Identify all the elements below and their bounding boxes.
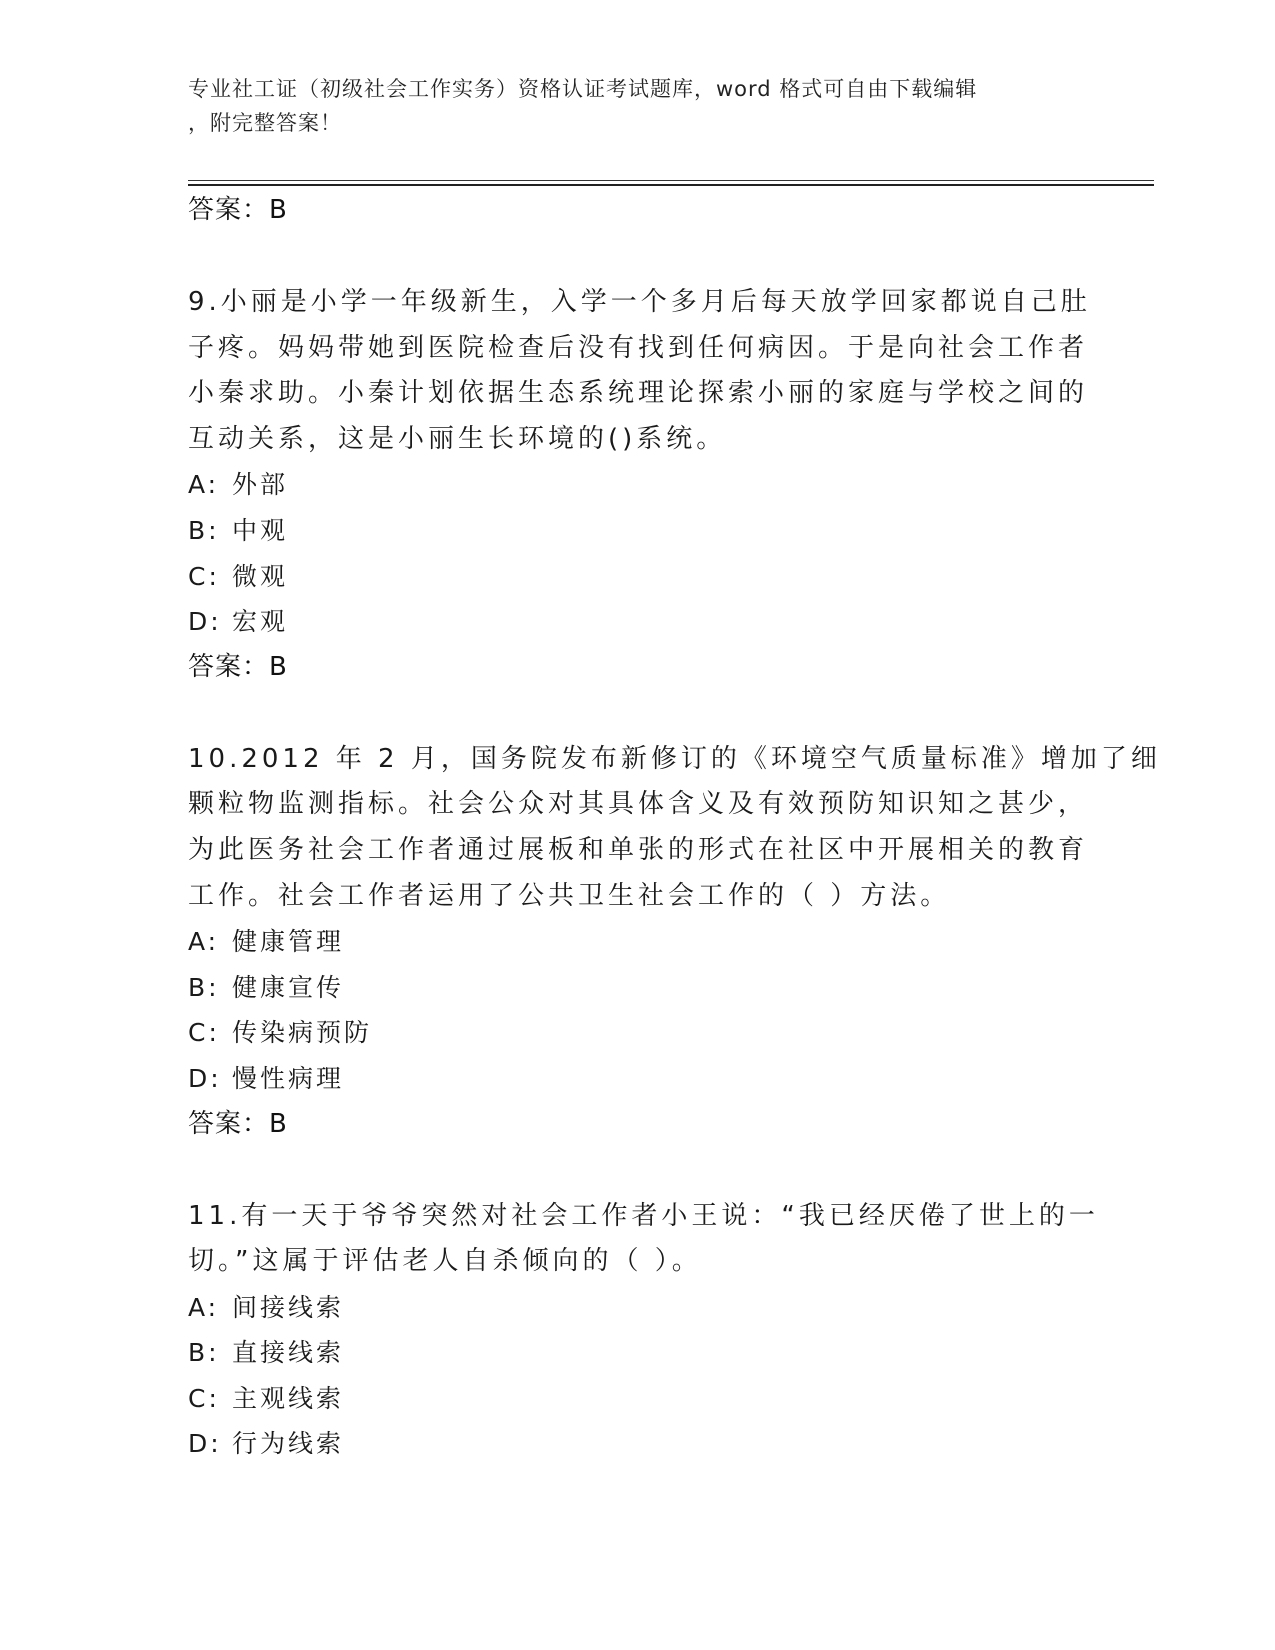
- header-rule-thin: [188, 180, 1154, 181]
- option-a: [188, 919, 1088, 965]
- option-letter: C:: [188, 1018, 220, 1048]
- stem-line: 互动关系，这是小丽生长环境的()系统。: [188, 423, 727, 454]
- option-letter: D:: [188, 1429, 222, 1459]
- question-block: [188, 280, 1091, 689]
- option-text: 传染病预防: [232, 1018, 373, 1048]
- option-b: [188, 508, 1088, 554]
- option-b: [188, 1330, 1088, 1376]
- option-c: [188, 554, 1088, 600]
- option-c: [188, 1010, 1088, 1056]
- option-letter: A:: [188, 927, 220, 957]
- stem-line: 9.小丽是小学一年级新生，入学一个多月后每天放学回家都说自己肚: [188, 287, 1091, 317]
- stem-line: 切。”这属于评估老人自杀倾向的（ ）。: [188, 1246, 702, 1277]
- option-text: 行为线索: [232, 1429, 345, 1459]
- stem-line: 为此医务社会工作者通过展板和单张的形式在社区中开展相关的教育: [188, 834, 1089, 865]
- answer-line: 答案：B: [188, 651, 288, 682]
- stem-line: 颗粒物监测指标。社会公众对其具体含义及有效预防知识知之甚少，: [188, 789, 1089, 820]
- header-line-1: 专业社工证（初级社会工作实务）资格认证考试题库，word 格式可自由下载编辑: [188, 77, 978, 101]
- option-text: 健康宣传: [232, 972, 345, 1002]
- question-content: [188, 188, 1161, 1467]
- question-stem: [188, 280, 1091, 462]
- option-text: 宏观: [232, 607, 289, 637]
- option-letter: B:: [188, 972, 220, 1002]
- header-rule-thick: [188, 184, 1154, 186]
- stem-line: 11.有一天于爷爷突然对社会工作者小王说：“我已经厌倦了世上的一: [188, 1200, 1099, 1231]
- option-a: [188, 462, 1088, 508]
- option-d: [188, 1421, 1088, 1467]
- option-text: 微观: [232, 561, 289, 591]
- option-text: 外部: [232, 470, 289, 500]
- stem-line: 10.2012 年 2 月，国务院发布新修订的《环境空气质量标准》增加了细: [188, 743, 1161, 774]
- question-stem: [188, 737, 1161, 919]
- option-text: 直接线索: [232, 1338, 345, 1368]
- option-d: [188, 599, 1088, 645]
- option-text: 健康管理: [232, 927, 345, 957]
- option-text: 慢性病理: [232, 1063, 345, 1093]
- option-text: 间接线索: [232, 1292, 345, 1322]
- option-letter: D:: [188, 1063, 222, 1093]
- option-letter: A:: [188, 470, 220, 500]
- option-letter: C:: [188, 561, 220, 591]
- answer-line: 答案：B: [188, 195, 288, 225]
- option-letter: B:: [188, 515, 220, 545]
- stem-line: 小秦求助。小秦计划依据生态系统理论探索小丽的家庭与学校之间的: [188, 378, 1089, 409]
- option-d: [188, 1056, 1088, 1102]
- question-stem: [188, 1194, 1099, 1285]
- option-text: 主观线索: [232, 1383, 345, 1413]
- stem-line: 子疼。妈妈带她到医院检查后没有找到任何病因。于是向社会工作者: [188, 332, 1089, 363]
- option-text: 中观: [232, 515, 289, 545]
- document-header: [188, 72, 1068, 140]
- stem-line: 工作。社会工作者运用了公共卫生社会工作的（ ）方法。: [188, 880, 951, 911]
- question-block: [188, 737, 1161, 1146]
- option-letter: A:: [188, 1292, 220, 1322]
- option-letter: C:: [188, 1383, 220, 1413]
- option-a: [188, 1285, 1088, 1331]
- option-b: [188, 965, 1088, 1011]
- question-block: [188, 1194, 1099, 1468]
- header-line-2: ，附完整答案！: [188, 111, 342, 135]
- answer-line: 答案：B: [188, 1108, 288, 1139]
- option-c: [188, 1376, 1088, 1422]
- option-letter: B:: [188, 1338, 220, 1368]
- option-letter: D:: [188, 607, 222, 637]
